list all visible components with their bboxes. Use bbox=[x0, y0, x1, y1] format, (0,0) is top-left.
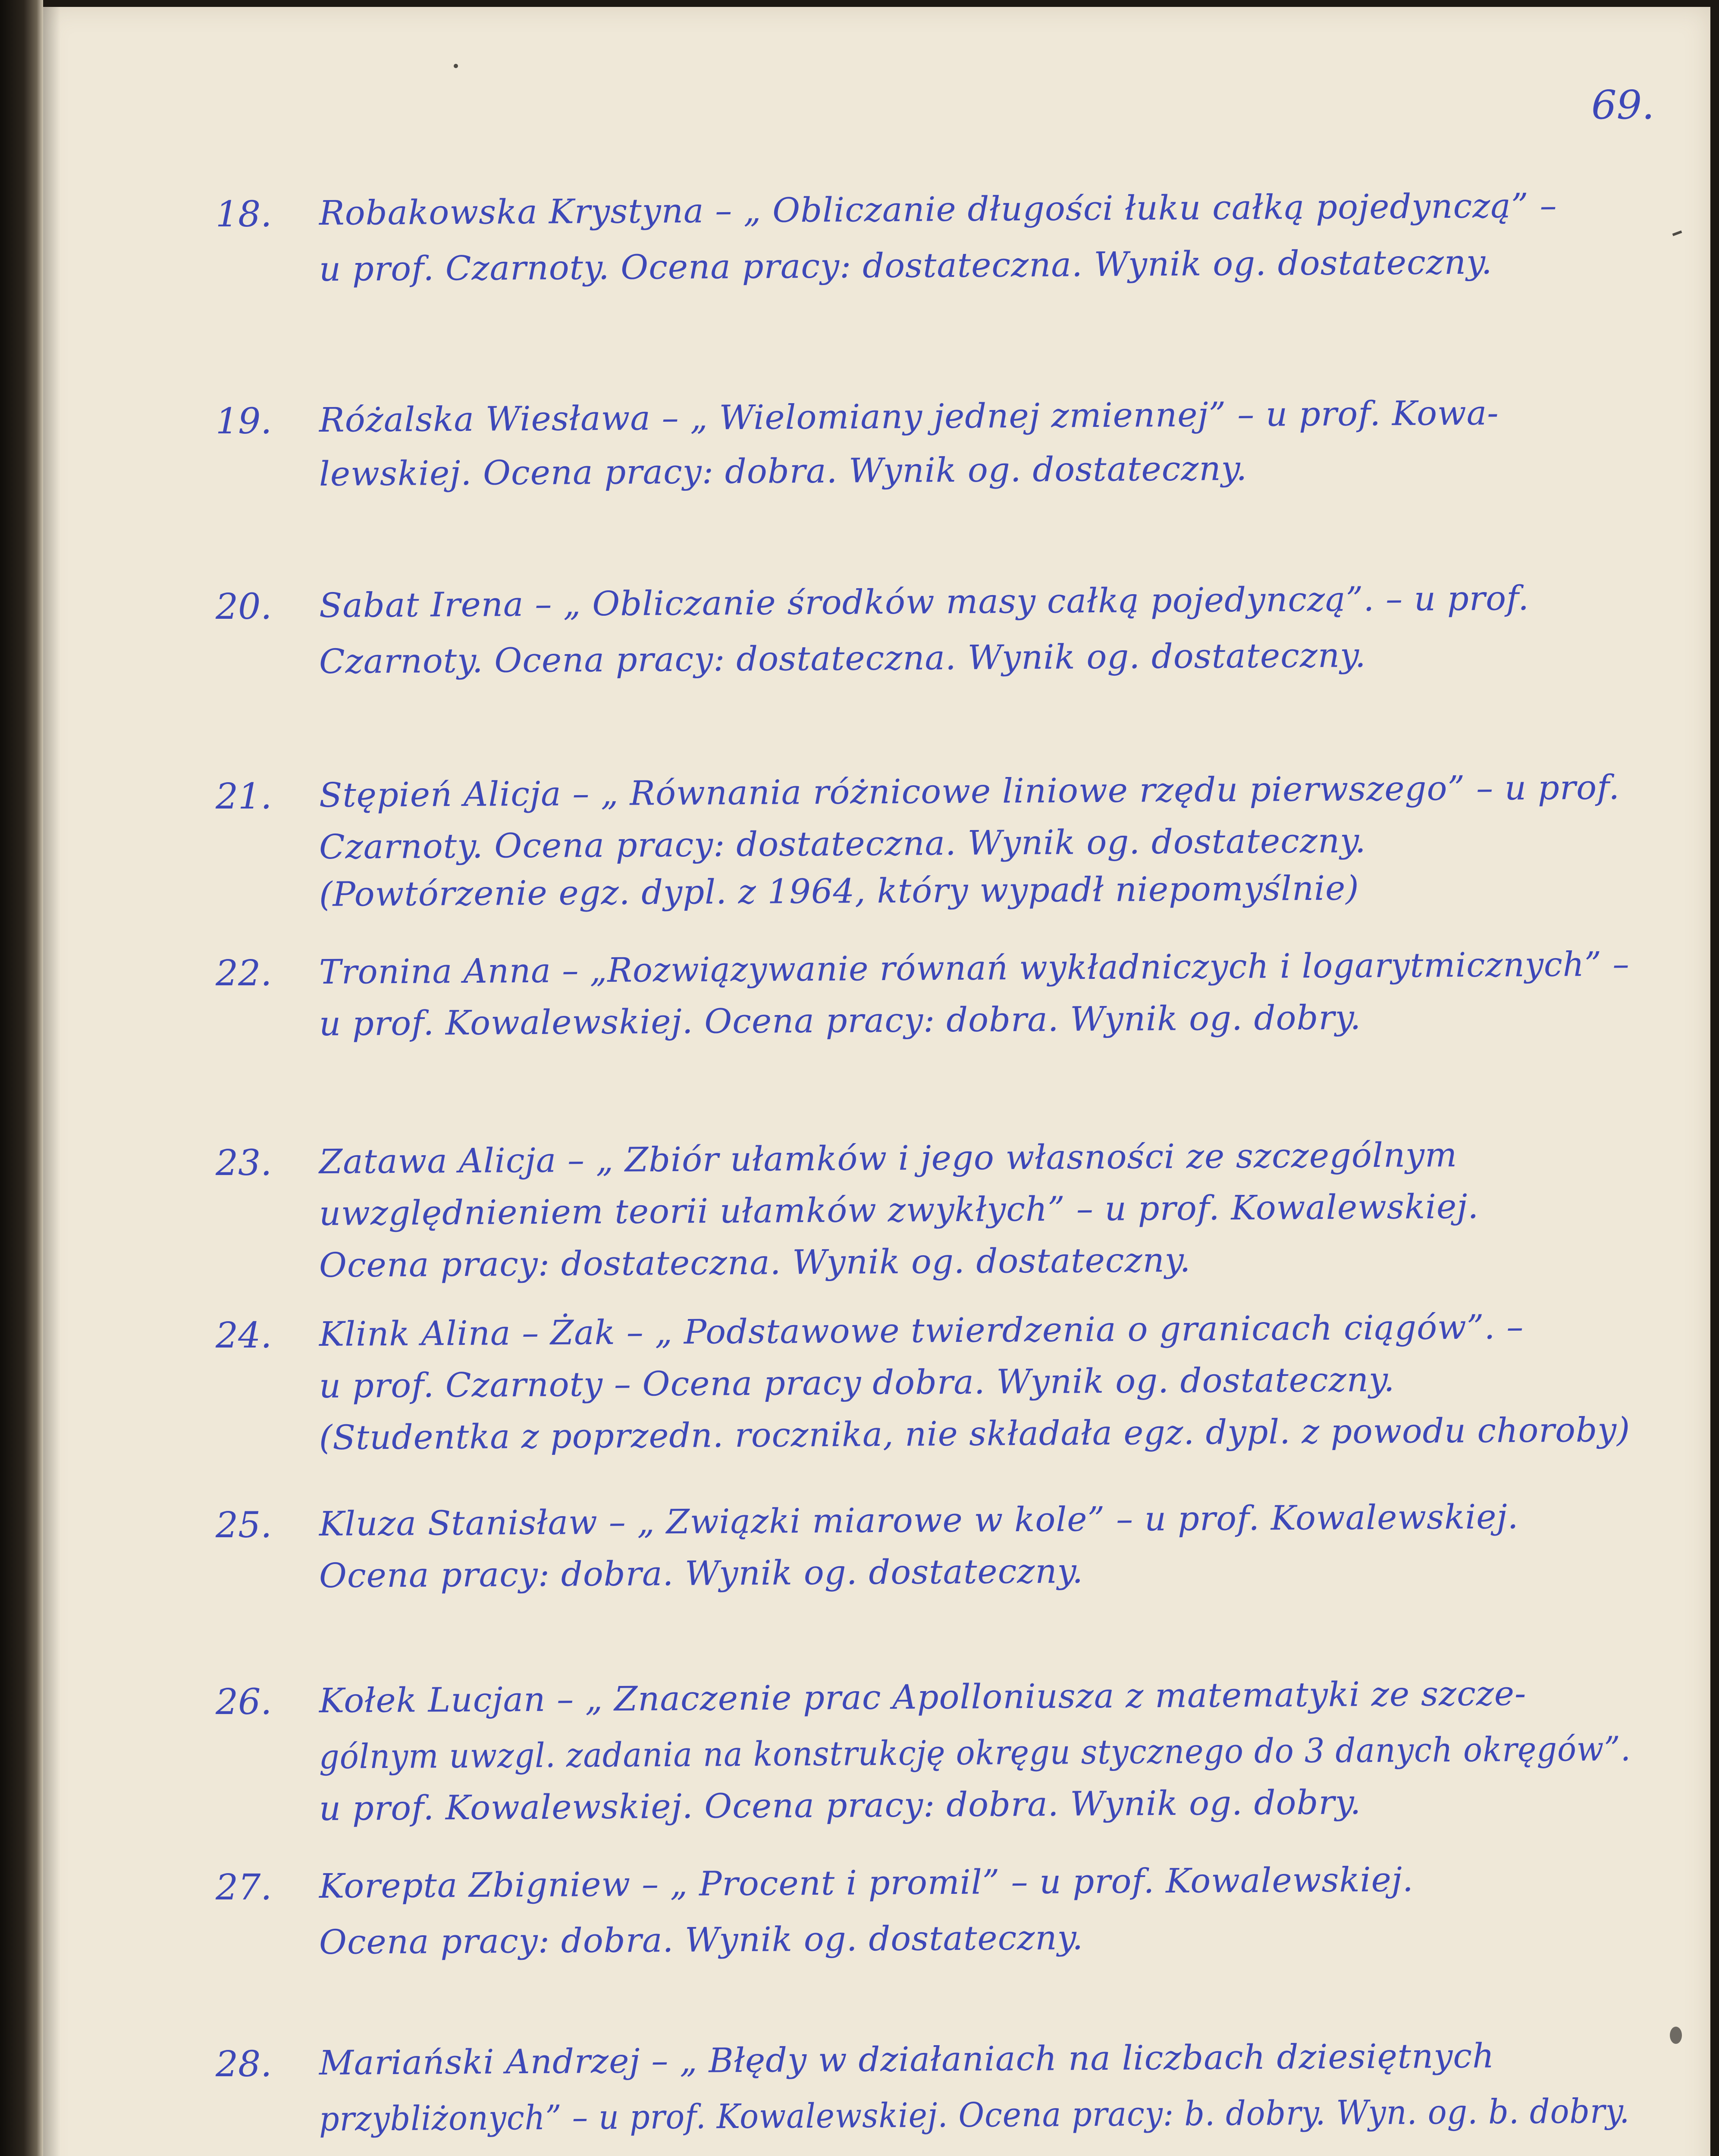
entry-number: 25. bbox=[216, 1505, 272, 1546]
page-fold-shadow bbox=[43, 7, 60, 2156]
entry-text-line: lewskiej. Ocena pracy: dobra. Wynik og. dostateczny. bbox=[319, 449, 1248, 494]
entry-text-line: Kluza Stanisław – „ Związki miarowe w kole” – u prof. Kowalewskiej. bbox=[319, 1498, 1519, 1544]
entry-text-line: Czarnoty. Ocena pracy: dostateczna. Wynik og. dostateczny. bbox=[319, 636, 1366, 681]
page-number: 69. bbox=[1591, 82, 1655, 128]
entry-text-line: u prof. Kowalewskiej. Ocena pracy: dobra. Wynik og. dobry. bbox=[319, 1783, 1361, 1828]
entry-text-line: Sabat Irena – „ Obliczanie środków masy całką pojedynczą”. – u prof. bbox=[319, 579, 1530, 625]
entry-number: 23. bbox=[216, 1143, 272, 1184]
ink-speck bbox=[454, 64, 458, 68]
entry-text-line: Mariański Andrzej – „ Błędy w działaniach na liczbach dziesiętnych bbox=[319, 2037, 1495, 2083]
entry-text-line: Czarnoty. Ocena pracy: dostateczna. Wynik og. dostateczny. bbox=[319, 821, 1366, 867]
entry-text-line: Zatawa Alicja – „ Zbiór ułamków i jego własności ze szczególnym bbox=[319, 1135, 1458, 1181]
entry-text-line: Tronina Anna – „Rozwiązywanie równań wykładniczych i logarytmicznych” – bbox=[319, 945, 1630, 992]
entry-number: 27. bbox=[216, 1867, 272, 1908]
entry-text-line: Ocena pracy: dobra. Wynik og. dostateczny. bbox=[319, 1552, 1084, 1595]
entry-text-line: Kołek Lucjan – „ Znaczenie prac Apolloniusza z matematyki ze szcze- bbox=[319, 1674, 1527, 1720]
entry-number: 21. bbox=[216, 776, 272, 817]
entry-text-line: gólnym uwzgl. zadania na konstrukcję okręgu stycznego do 3 danych okręgów”. bbox=[319, 1730, 1631, 1777]
entry-text-line: Klink Alina – Żak – „ Podstawowe twierdzenia o granicach ciągów”. – bbox=[319, 1307, 1524, 1354]
entry-text-line: (Powtórzenie egz. dypl. z 1964, który wypadł niepomyślnie) bbox=[319, 869, 1359, 914]
entry-text-line: przybliżonych” – u prof. Kowalewskiej. Ocena pracy: b. dobry. Wyn. og. b. dobry. bbox=[319, 2092, 1630, 2139]
book-binding bbox=[0, 0, 43, 2156]
entry-number: 18. bbox=[216, 194, 272, 235]
entry-number: 20. bbox=[216, 586, 272, 627]
entry-text-line: u prof. Czarnoty. Ocena pracy: dostateczna. Wynik og. dostateczny. bbox=[319, 243, 1493, 289]
entry-text-line: uwzględnieniem teorii ułamków zwykłych” – u prof. Kowalewskiej. bbox=[319, 1187, 1479, 1233]
entry-text-line: (Studentka z poprzedn. rocznika, nie składała egz. dypl. z powodu choroby) bbox=[319, 1410, 1631, 1457]
entry-text-line: u prof. Czarnoty – Ocena pracy dobra. Wynik og. dostateczny. bbox=[319, 1360, 1395, 1406]
entry-number: 19. bbox=[216, 401, 272, 442]
entry-text-line: Ocena pracy: dobra. Wynik og. dostateczny. bbox=[319, 1918, 1084, 1962]
entry-number: 24. bbox=[216, 1315, 272, 1356]
entry-text-line: u prof. Kowalewskiej. Ocena pracy: dobra. Wynik og. dobry. bbox=[319, 998, 1361, 1044]
entry-number: 28. bbox=[216, 2044, 272, 2085]
entry-text-line: Ocena pracy: dostateczna. Wynik og. dostateczny. bbox=[319, 1241, 1191, 1285]
notebook-page bbox=[43, 7, 1710, 2156]
entry-text-line: Stępień Alicja – „ Równania różnicowe liniowe rzędu pierwszego” – u prof. bbox=[319, 768, 1620, 815]
entry-number: 22. bbox=[216, 953, 272, 994]
entry-text-line: Różalska Wiesława – „ Wielomiany jednej zmiennej” – u prof. Kowa- bbox=[319, 394, 1499, 440]
entry-number: 26. bbox=[216, 1682, 272, 1723]
entry-text-line: Korepta Zbigniew – „ Procent i promil” – u prof. Kowalewskiej. bbox=[319, 1860, 1414, 1906]
paper-stain bbox=[1670, 2027, 1682, 2044]
entry-text-line: Robakowska Krystyna – „ Obliczanie długości łuku całką pojedynczą” – bbox=[319, 186, 1557, 233]
